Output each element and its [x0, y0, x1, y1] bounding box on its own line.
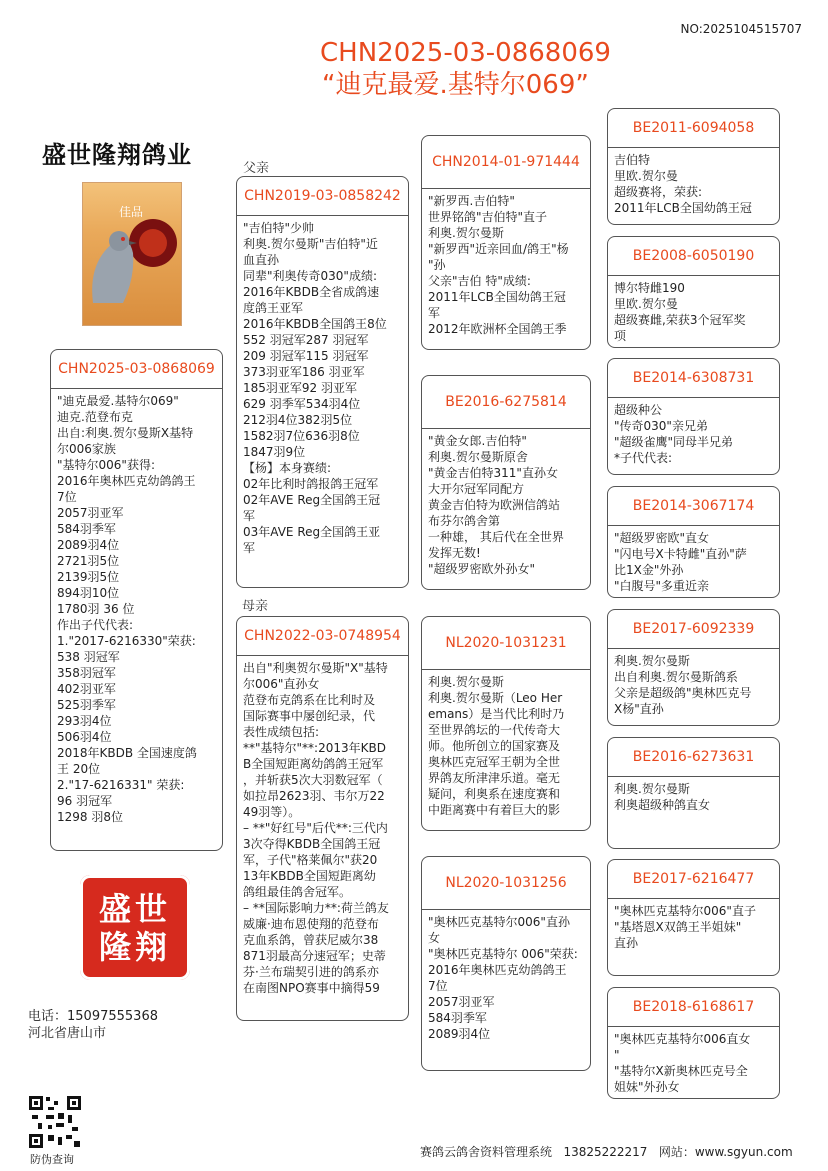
detail-line: X杨"直孙: [614, 702, 664, 716]
detail-line: 2057羽亚军: [428, 995, 495, 1009]
great-grandparent-details-3: [608, 398, 779, 468]
detail-line: 利奥超级种鸽直女: [614, 798, 711, 812]
great-grandparent-ring-4: BE2014-3067174: [608, 487, 779, 526]
great-grandparent-card-8: [607, 987, 780, 1099]
detail-line: 奥林匹克冠军王朝为全世: [428, 755, 561, 769]
detail-line: "超级罗密欧"直女: [614, 531, 710, 545]
detail-line: 比1X金"外孙: [614, 563, 684, 577]
detail-line: 军: [243, 541, 256, 555]
great-grandparent-card-6: [607, 737, 780, 849]
subject-ring: CHN2025-03-0868069: [51, 350, 222, 389]
detail-line: 超级赛雌,荣获3个冠军奖: [614, 313, 746, 327]
detail-line: 迪克.范登布克: [57, 410, 133, 424]
detail-line: 552 羽冠军287 羽冠军: [243, 333, 369, 347]
detail-line: 至世界鸽坛的一代传奇大: [428, 723, 561, 737]
detail-line: 克血系鸽，曾获尼威尔38: [243, 933, 379, 947]
qr-caption: 防伪查询: [30, 1153, 74, 1166]
detail-line: 范登布克鸽系在比利时及: [243, 693, 376, 707]
detail-line: 出自利奥.贺尔曼斯鸽系: [614, 670, 738, 684]
great-grandparent-ring-7: BE2017-6216477: [608, 860, 779, 899]
detail-line: 3次夺得KBDB全国鸽王冠: [243, 837, 381, 851]
great-grandparent-ring-2: BE2008-6050190: [608, 237, 779, 276]
contact-phone: 电话：15097555368: [28, 1009, 158, 1024]
pigeon-name-title: “迪克最爱.基特尔069”: [322, 70, 589, 100]
detail-line: 584羽季军: [428, 1011, 487, 1025]
detail-line: 界鸽友所津津乐道。毫无: [428, 771, 561, 785]
detail-line: 血直孙: [243, 253, 280, 267]
detail-line: 女: [428, 931, 441, 945]
detail-line: 国际赛事中屡创纪录，代: [243, 709, 376, 723]
detail-line: 【杨】本身赛绩:: [243, 461, 332, 475]
detail-line: 2011年LCB全国幼鸽王冠: [428, 290, 566, 304]
detail-line: 里欧.贺尔曼: [614, 169, 678, 183]
great-grandparent-card-2: [607, 236, 780, 348]
detail-line: 如拉昂2623羽、韦尔万22: [243, 789, 385, 803]
pigeon-ring-title: CHN2025-03-0868069: [320, 38, 611, 68]
detail-line: 中距离赛中有着巨大的影: [428, 803, 561, 817]
maternal-grandmother-card: [421, 856, 591, 1071]
detail-line: 项: [614, 329, 627, 343]
detail-line: 出自:利奥.贺尔曼斯X基特: [57, 426, 194, 440]
detail-line: 2011年LCB全国幼鸽王冠: [614, 201, 752, 215]
detail-line: "黄金女郎.吉伯特": [428, 434, 527, 448]
detail-line: 表性成绩包括:: [243, 725, 320, 739]
footer-info: 赛鸽云鸽舍资料管理系统 13825222217 网站：www.sgyun.com: [420, 1145, 793, 1159]
detail-line: 军: [243, 509, 256, 523]
detail-line: 212羽4位382羽5位: [243, 413, 353, 427]
detail-line: 629 羽季军534羽4位: [243, 397, 361, 411]
detail-line: 02年AVE Reg全国鸽王冠: [243, 493, 381, 507]
detail-line: 03年AVE Reg全国鸽王亚: [243, 525, 381, 539]
maternal-grandfather-card: [421, 616, 591, 831]
detail-line: 185羽亚军92 羽亚军: [243, 381, 357, 395]
loft-seal: [80, 875, 190, 980]
cover-caption: 佳品: [119, 205, 144, 219]
detail-line: 7位: [428, 979, 448, 993]
detail-line: 1."2017-6216330"荣获:: [57, 634, 196, 648]
detail-line: "奥林匹克基特尔 006"荣获:: [428, 947, 578, 961]
maternal-grandfather-ring: NL2020-1031231: [422, 617, 590, 670]
paternal-grandfather-details: [422, 189, 590, 339]
detail-line: 2057羽亚军: [57, 506, 124, 520]
qr-code[interactable]: [28, 1095, 82, 1149]
detail-line: 世界铭鸽"吉伯特"直子: [428, 210, 548, 224]
great-grandparent-ring-3: BE2014-6308731: [608, 359, 779, 398]
paternal-grandmother-details: [422, 429, 590, 579]
detail-line: B全国短距离幼鸽鸽王冠军: [243, 757, 384, 771]
father-label: 父亲: [243, 161, 270, 176]
detail-line: – **国际影响力**:荷兰鸽友: [243, 901, 389, 915]
detail-line: 利奥.贺尔曼斯原舍: [428, 450, 528, 464]
subject-details: [51, 389, 222, 827]
paternal-grandfather-card: [421, 135, 591, 350]
detail-line: 871羽最高分速冠军；史蒂: [243, 949, 386, 963]
great-grandparent-card-7: [607, 859, 780, 976]
mother-card: [236, 616, 409, 1021]
detail-line: 在南图NPO赛事中摘得59: [243, 981, 380, 995]
detail-line: 直孙: [614, 936, 639, 950]
detail-line: "迪克最爱.基特尔069": [57, 394, 179, 408]
subject-card: [50, 349, 223, 851]
detail-line: 2016年奥林匹克幼鸽鸽王: [428, 963, 567, 977]
qr-code-icon: [28, 1095, 82, 1149]
detail-line: 军，子代"格莱佩尔"获20: [243, 853, 378, 867]
detail-line: 同辈"利奥传奇030"成绩:: [243, 269, 377, 283]
detail-line: 里欧.贺尔曼: [614, 297, 678, 311]
detail-line: 师。他所创立的国家赛及: [428, 739, 561, 753]
paternal-grandmother-ring: BE2016-6275814: [422, 376, 590, 429]
detail-line: ": [614, 1048, 620, 1062]
detail-line: 49羽等）。: [243, 805, 301, 819]
detail-line: "新罗西.吉伯特": [428, 194, 515, 208]
father-ring: CHN2019-03-0858242: [237, 177, 408, 216]
detail-line: 王 20位: [57, 762, 101, 776]
detail-line: 1582羽7位636羽8位: [243, 429, 360, 443]
great-grandparent-ring-5: BE2017-6092339: [608, 610, 779, 649]
seal-text-bottom: 隆翔: [98, 927, 171, 966]
great-grandparent-card-4: [607, 486, 780, 598]
father-details: [237, 216, 408, 558]
detail-line: 1847羽9位: [243, 445, 306, 459]
contact-address: 河北省唐山市: [28, 1026, 107, 1041]
detail-line: 父亲是超级鸽"奥林匹克号: [614, 686, 752, 700]
great-grandparent-card-1: [607, 108, 780, 225]
great-grandparent-ring-8: BE2018-6168617: [608, 988, 779, 1027]
great-grandparent-card-5: [607, 609, 780, 726]
detail-line: "奥林匹克基特尔006"直孙: [428, 915, 570, 929]
detail-line: 疑问，利奥系在速度赛和: [428, 787, 561, 801]
detail-line: 2018年KBDB 全国速度鸽: [57, 746, 197, 760]
detail-line: 父亲"吉伯 特"成绩:: [428, 274, 531, 288]
detail-line: *子代代表:: [614, 451, 673, 465]
detail-line: 大开尔冠军同配方: [428, 482, 525, 496]
great-grandparent-details-1: [608, 148, 779, 218]
detail-line: 威廉·迪布恩使翔的范登布: [243, 917, 379, 931]
detail-line: 利奥.贺尔曼斯（Leo Her: [428, 691, 563, 705]
detail-line: ，并斩获5次大羽数冠军（: [243, 773, 383, 787]
detail-line: 出自"利奥贺尔曼斯"X"基特: [243, 661, 388, 675]
detail-line: 发挥无数!: [428, 546, 481, 560]
detail-line: "基塔恩X双鸽王半姐妹": [614, 920, 742, 934]
detail-line: 2016年KBDB全省成鸽速: [243, 285, 380, 299]
record-number: NO:2025104515707: [680, 22, 802, 36]
detail-line: 358羽冠军: [57, 666, 116, 680]
detail-line: 利奥.贺尔曼斯: [428, 226, 504, 240]
detail-line: 402羽亚军: [57, 682, 116, 696]
detail-line: 293羽4位: [57, 714, 112, 728]
detail-line: "奥林匹克基特尔006直女: [614, 1032, 751, 1046]
detail-line: 2012年欧洲杯全国鸽王季: [428, 322, 567, 336]
detail-line: 利奥.贺尔曼斯: [614, 782, 690, 796]
detail-line: 373羽亚军186 羽亚军: [243, 365, 365, 379]
detail-line: 506羽4位: [57, 730, 112, 744]
maternal-grandfather-details: [422, 670, 590, 820]
great-grandparent-details-8: [608, 1027, 779, 1097]
detail-line: 超级种公: [614, 403, 663, 417]
detail-line: 超级赛将，荣获:: [614, 185, 703, 199]
great-grandparent-ring-1: BE2011-6094058: [608, 109, 779, 148]
detail-line: "白腹号"多重近亲: [614, 579, 710, 593]
contact-info: [28, 1008, 158, 1042]
detail-line: 209 羽冠军115 羽冠军: [243, 349, 369, 363]
detail-line: 894羽10位: [57, 586, 120, 600]
detail-line: 2139羽5位: [57, 570, 120, 584]
detail-line: "孙: [428, 258, 446, 272]
detail-line: 利奥.贺尔曼斯"吉伯特"近: [243, 237, 378, 251]
detail-line: 02年比利时鸽报鸽王冠军: [243, 477, 379, 491]
detail-line: 2016年奥林匹克幼鸽鸽王: [57, 474, 196, 488]
detail-line: emans）是当代比利时乃: [428, 707, 565, 721]
great-grandparent-details-2: [608, 276, 779, 346]
detail-line: 军: [428, 306, 441, 320]
detail-line: 584羽季军: [57, 522, 116, 536]
detail-line: 博尔特雌190: [614, 281, 685, 295]
detail-line: "黄金吉伯特311"直孙女: [428, 466, 558, 480]
detail-line: 2."17-6216331" 荣获:: [57, 778, 185, 792]
great-grandparent-details-4: [608, 526, 779, 596]
paternal-grandmother-card: [421, 375, 591, 590]
detail-line: – **"好红号"后代**:三代内: [243, 821, 388, 835]
great-grandparent-details-5: [608, 649, 779, 719]
pigeon-photo: [82, 182, 182, 326]
detail-line: 2016年KBDB全国鸽王8位: [243, 317, 387, 331]
detail-line: "基特尔X新奥林匹克号全: [614, 1064, 748, 1078]
great-grandparent-ring-6: BE2016-6273631: [608, 738, 779, 777]
loft-name: 盛世隆翔鸽业: [42, 141, 192, 169]
detail-line: "新罗西"近亲回血/鸽王"杨: [428, 242, 569, 256]
father-card: [236, 176, 409, 588]
detail-line: 作出子代代表:: [57, 618, 134, 632]
mother-details: [237, 656, 408, 998]
detail-line: 538 羽冠军: [57, 650, 120, 664]
maternal-grandmother-details: [422, 910, 590, 1044]
detail-line: 黄金吉伯特为欧洲信鸽站: [428, 498, 561, 512]
detail-line: "超级雀鹰"同母半兄弟: [614, 435, 734, 449]
detail-line: 吉伯特: [614, 153, 651, 167]
detail-line: 利奥.贺尔曼斯: [614, 654, 690, 668]
detail-line: 尔006家族: [57, 442, 116, 456]
detail-line: 7位: [57, 490, 77, 504]
detail-line: 芬·兰布瑞契引进的鸽系亦: [243, 965, 379, 979]
detail-line: 一种雄， 其后代在全世界: [428, 530, 564, 544]
detail-line: 1298 羽8位: [57, 810, 123, 824]
seal-text-top: 盛世: [98, 889, 171, 928]
mother-ring: CHN2022-03-0748954: [237, 617, 408, 656]
mother-label: 母亲: [242, 599, 269, 614]
detail-line: 2089羽4位: [428, 1027, 491, 1041]
detail-line: "基特尔006"获得:: [57, 458, 155, 472]
detail-line: 姐妹"外孙女: [614, 1080, 680, 1094]
detail-line: "奥林匹克基特尔006"直子: [614, 904, 756, 918]
detail-line: 13年KBDB全国短距离幼: [243, 869, 376, 883]
detail-line: 2721羽5位: [57, 554, 120, 568]
great-grandparent-details-7: [608, 899, 779, 953]
detail-line: "吉伯特"少帅: [243, 221, 315, 235]
paternal-grandfather-ring: CHN2014-01-971444: [422, 136, 590, 189]
detail-line: 度鸽王亚军: [243, 301, 304, 315]
great-grandparent-details-6: [608, 777, 779, 815]
detail-line: 1780羽 36 位: [57, 602, 135, 616]
detail-line: 2089羽4位: [57, 538, 120, 552]
detail-line: 尔006"直孙女: [243, 677, 320, 691]
detail-line: 布芬尔鸽舍第: [428, 514, 501, 528]
detail-line: 525羽季军: [57, 698, 116, 712]
great-grandparent-card-3: [607, 358, 780, 475]
detail-line: 鸽组最佳鸽舍冠军。: [243, 885, 352, 899]
maternal-grandmother-ring: NL2020-1031256: [422, 857, 590, 910]
detail-line: "传奇030"亲兄弟: [614, 419, 708, 433]
detail-line: "闪电号X卡特雌"直孙"萨: [614, 547, 747, 561]
detail-line: **"基特尔"**:2013年KBD: [243, 741, 386, 755]
detail-line: 利奥.贺尔曼斯: [428, 675, 504, 689]
detail-line: "超级罗密欧外孙女": [428, 562, 536, 576]
detail-line: 96 羽冠军: [57, 794, 113, 808]
